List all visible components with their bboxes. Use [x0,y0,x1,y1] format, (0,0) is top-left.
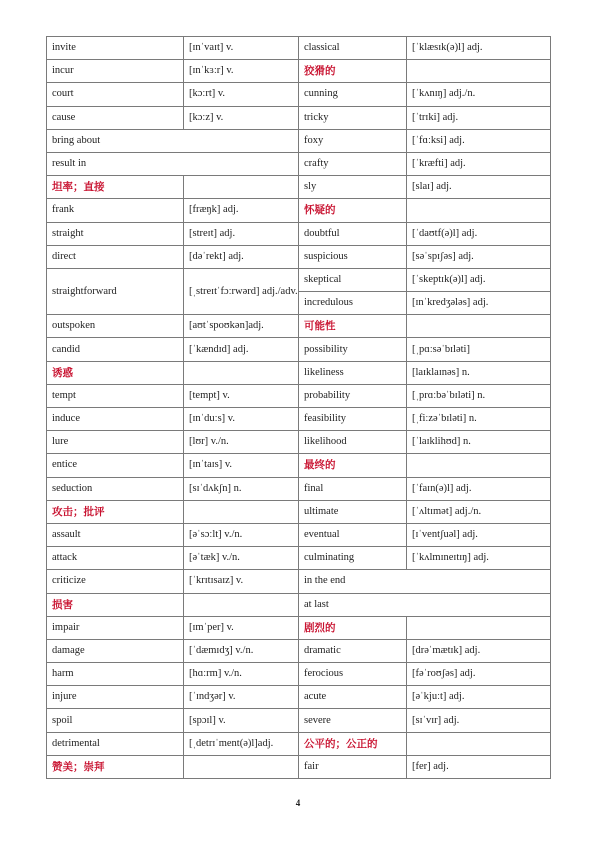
word-cell: classical [299,37,407,60]
table-row [47,593,551,616]
phonetic-cell: [drəˈmætɪk] adj. [407,639,551,662]
section-heading: 损害 [47,593,184,616]
section-heading: 剧烈的 [299,616,407,639]
word-cell: incur [47,60,184,83]
phonetic-cell: [streɪt] adj. [184,222,299,245]
empty-cell [184,593,299,616]
empty-cell [407,315,551,338]
table-row [47,523,551,546]
table-row [47,384,551,407]
word-cell: ferocious [299,663,407,686]
phonetic-cell: [ˌdetrɪˈment(ə)l]adj. [184,732,299,755]
table-row [47,431,551,454]
word-cell: harm [47,663,184,686]
word-cell: attack [47,547,184,570]
phonetic-cell: [ˈdaʊtf(ə)l] adj. [407,222,551,245]
word-cell: direct [47,245,184,268]
word-cell: spoil [47,709,184,732]
phonetic-cell: [əˈtæk] v./n. [184,547,299,570]
page-number: 4 [295,798,301,808]
section-heading: 最终的 [299,454,407,477]
phonetic-cell: [ˈfaɪn(ə)l] adj. [407,477,551,500]
table-row [47,37,551,60]
empty-cell [407,732,551,755]
empty-cell [407,60,551,83]
phonetic-cell: [ˈklæsɪk(ə)l] adj. [407,37,551,60]
phonetic-cell: [sɪˈvɪr] adj. [407,709,551,732]
phonetic-cell: [ˈkʌlmɪneɪtɪŋ] adj. [407,547,551,570]
word-cell: ultimate [299,500,407,523]
word-cell: straightforward [47,268,184,314]
word-cell: doubtful [299,222,407,245]
table-row [47,732,551,755]
phrase-cell: at last [299,593,551,616]
phonetic-cell: [fer] adj. [407,755,551,778]
word-cell: final [299,477,407,500]
word-cell: cunning [299,83,407,106]
word-cell: lure [47,431,184,454]
phonetic-cell: [ɪnˈduːs] v. [184,408,299,431]
word-cell: feasibility [299,408,407,431]
phonetic-cell: [ɪnˈtaɪs] v. [184,454,299,477]
phonetic-cell: [fræŋk] adj. [184,199,299,222]
empty-cell [184,361,299,384]
table-row [47,408,551,431]
phonetic-cell: [ɪˈventʃuəl] adj. [407,523,551,546]
word-cell: acute [299,686,407,709]
word-cell: foxy [299,129,407,152]
word-cell: outspoken [47,315,184,338]
word-cell: suspicious [299,245,407,268]
table-row [47,268,551,291]
section-heading: 公平的；公正的 [299,732,407,755]
phonetic-cell: [sɪˈdʌkʃn] n. [184,477,299,500]
word-cell: entice [47,454,184,477]
table-row [47,616,551,639]
phonetic-cell: [ˌpɑːsəˈbɪləti] [407,338,551,361]
phonetic-cell: [aʊtˈspoʊkən]adj. [184,315,299,338]
phonetic-cell: [ɪnˈkɜːr] v. [184,60,299,83]
phonetic-cell: [dəˈrekt] adj. [184,245,299,268]
word-cell: tempt [47,384,184,407]
table-row [47,361,551,384]
phonetic-cell: [ˈkʌnɪŋ] adj./n. [407,83,551,106]
phonetic-cell: [ˈtrɪki] adj. [407,106,551,129]
word-cell: likelihood [299,431,407,454]
table-row [47,755,551,778]
empty-cell [407,454,551,477]
word-cell: likeliness [299,361,407,384]
table-row [47,663,551,686]
word-cell: frank [47,199,184,222]
word-cell: incredulous [299,292,407,315]
phonetic-cell: [ɪmˈper] v. [184,616,299,639]
table-row [47,500,551,523]
phonetic-cell: [fəˈroʊʃəs] adj. [407,663,551,686]
phonetic-cell: [ˌstreɪtˈfɔːrwərd] adj./adv. [184,268,299,314]
word-cell: skeptical [299,268,407,291]
empty-cell [407,616,551,639]
phonetic-cell: [ˈdæmɪdʒ] v./n. [184,639,299,662]
section-heading: 怀疑的 [299,199,407,222]
word-cell: candid [47,338,184,361]
table-row [47,639,551,662]
phonetic-cell: [kɔːz] v. [184,106,299,129]
section-heading: 赞美；崇拜 [47,755,184,778]
word-cell: probability [299,384,407,407]
table-row [47,176,551,199]
phonetic-cell: [slaɪ] adj. [407,176,551,199]
word-cell: cause [47,106,184,129]
phonetic-cell: [laɪklaɪnəs] n. [407,361,551,384]
table-row [47,709,551,732]
table-row [47,129,551,152]
phrase-cell: in the end [299,570,551,593]
phonetic-cell: [ˈkændɪd] adj. [184,338,299,361]
phonetic-cell: [əˈkjuːt] adj. [407,686,551,709]
table-row [47,570,551,593]
word-cell: fair [299,755,407,778]
word-cell: damage [47,639,184,662]
word-cell: straight [47,222,184,245]
table-row [47,152,551,175]
section-heading: 狡猾的 [299,60,407,83]
section-heading: 可能性 [299,315,407,338]
word-cell: severe [299,709,407,732]
table-row [47,106,551,129]
table-row [47,338,551,361]
phonetic-cell: [ˈfɑːksi] adj. [407,129,551,152]
phonetic-cell: [ˈkræfti] adj. [407,152,551,175]
empty-cell [184,755,299,778]
phonetic-cell: [ˌprɑːbəˈbɪləti] n. [407,384,551,407]
phonetic-cell: [ɪnˈvaɪt] v. [184,37,299,60]
section-heading: 诱惑 [47,361,184,384]
phrase-cell: bring about [47,129,299,152]
word-cell: sly [299,176,407,199]
phonetic-cell: [əˈsɔːlt] v./n. [184,523,299,546]
table-row [47,199,551,222]
phonetic-cell: [ˈskeptɪk(ə)l] adj. [407,268,551,291]
phonetic-cell: [hɑːrm] v./n. [184,663,299,686]
phonetic-cell: [ˌfiːzəˈbɪləti] n. [407,408,551,431]
word-cell: detrimental [47,732,184,755]
word-cell: assault [47,523,184,546]
word-cell: eventual [299,523,407,546]
table-row [47,83,551,106]
vocabulary-table [46,36,551,779]
empty-cell [184,176,299,199]
table-row [47,454,551,477]
table-row [47,477,551,500]
word-cell: court [47,83,184,106]
phrase-cell: result in [47,152,299,175]
phonetic-cell: [ˈkrɪtɪsaɪz] v. [184,570,299,593]
phonetic-cell: [tempt] v. [184,384,299,407]
section-heading: 攻击；批评 [47,500,184,523]
word-cell: possibility [299,338,407,361]
phonetic-cell: [ˈɪndʒər] v. [184,686,299,709]
table-row [47,222,551,245]
table-row [47,686,551,709]
word-cell: induce [47,408,184,431]
word-cell: invite [47,37,184,60]
word-cell: tricky [299,106,407,129]
word-cell: crafty [299,152,407,175]
word-cell: criticize [47,570,184,593]
table-row [47,245,551,268]
table-row [47,547,551,570]
phonetic-cell: [kɔːrt] v. [184,83,299,106]
phonetic-cell: [lʊr] v./n. [184,431,299,454]
table-row [47,60,551,83]
word-cell: culminating [299,547,407,570]
word-cell: impair [47,616,184,639]
phonetic-cell: [ˈlaɪklihʊd] n. [407,431,551,454]
phonetic-cell: [ɪnˈkredʒələs] adj. [407,292,551,315]
word-cell: injure [47,686,184,709]
word-cell: dramatic [299,639,407,662]
empty-cell [184,500,299,523]
phonetic-cell: [səˈspɪʃəs] adj. [407,245,551,268]
word-cell: seduction [47,477,184,500]
section-heading: 坦率；直接 [47,176,184,199]
phonetic-cell: [ˈʌltɪmət] adj./n. [407,500,551,523]
phonetic-cell: [spɔɪl] v. [184,709,299,732]
table-row [47,315,551,338]
empty-cell [407,199,551,222]
